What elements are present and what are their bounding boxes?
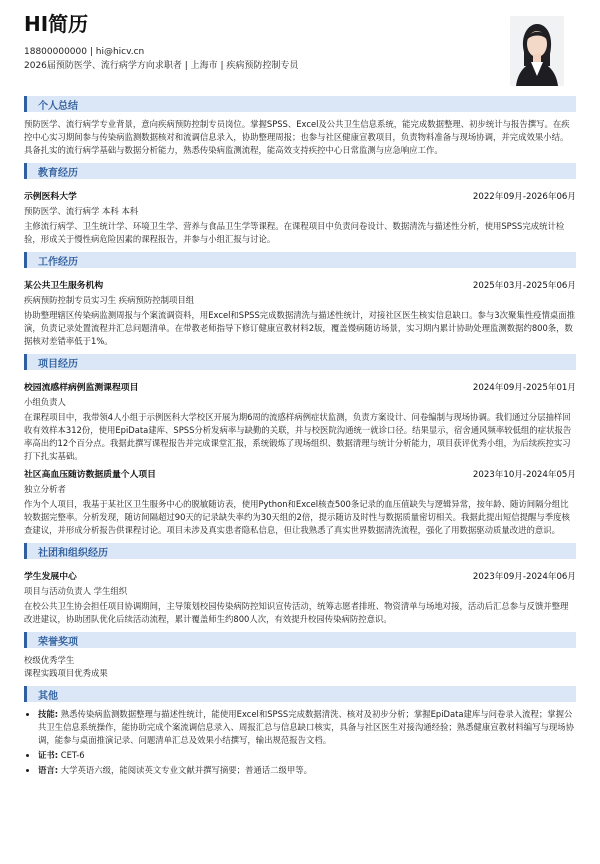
- organization-name: 学生发展中心: [24, 572, 77, 582]
- section-body: [24, 370, 576, 537]
- section-body: [24, 179, 576, 246]
- item-text: 熟悉传染病监测数据整理与描述性统计，能使用Excel和SPSS完成数据清洗、核对及初步分析；掌握EpiData建库与问卷录入流程；掌握公共卫生信息系统操作，能协助完成个案流调信息录入、周报汇总与信息缺口核实，具备与社区医生对接沟通经验；熟悉健康宣教材料编写与现场协调，能参与桌面推演记录、问题清单汇总及效果小结撰写，输出规范报告文档。: [38, 709, 574, 745]
- section-title-text: 工作经历: [38, 256, 78, 268]
- project-desc: 作为个人项目，我基于某社区卫生服务中心的脱敏随访表，使用Python和Excel核查500条记录的血压值缺失与逻辑异常，按年龄、随访间隔分组比较数据完整率。分析发现，随访间隔超过90天的记录缺失率约为30天组的2倍，提示随访及时性与数据质量密切相关。我据此提出短信提醒与季度核查建议，并形成分析报告供课程讨论。项目未涉及真实患者隐私信息，但让我熟悉了真实世界数据清洗流程，强化了用数据驱动质量改进的意识。: [24, 499, 570, 535]
- item-label: 证书:: [38, 750, 59, 760]
- resume-name: HI简历: [24, 12, 89, 36]
- date-range: 2025年03月-2025年06月: [472, 281, 576, 291]
- section-body: [24, 268, 576, 348]
- section-title-text: 教育经历: [38, 167, 78, 179]
- major-degree: 预防医学、流行病学 本科 本科: [24, 206, 139, 216]
- section-title: [24, 96, 576, 112]
- date-range: 2023年10月-2024年05月: [472, 470, 576, 480]
- other-list: [24, 708, 576, 777]
- section-awards: [24, 632, 576, 680]
- project-entry: [24, 467, 576, 537]
- project-role: 小组负责人: [24, 397, 66, 407]
- resume-header: [24, 12, 576, 90]
- award-item: 课程实践项目优秀成果: [24, 668, 108, 678]
- project-role: 独立分析者: [24, 484, 66, 494]
- summary-text: 预防医学、流行病学专业背景，意向疾病预防控制专员岗位。掌握SPSS、Excel及公共卫生信息系统，能完成数据整理、初步统计与报告撰写。在疾控中心实习期间参与传染病监测数据核对和流调信息录入，协助整理周报；也参与社区健康宣教项目，负责物料准备与现场协调，并完成效果小结。具备扎实的流行病学基础与数据分析能力，熟悉传染病监测流程，能高效支持疾控中心日常监测与应急响应工作。: [24, 119, 570, 155]
- list-item: [38, 749, 576, 762]
- section-summary: [24, 96, 576, 157]
- section-title: [24, 686, 576, 702]
- list-item: [38, 708, 576, 747]
- education-desc: 主修流行病学、卫生统计学、环境卫生学、营养与食品卫生学等课程。在课程项目中负责问卷设计、数据清洗与描述性分析，使用SPSS完成统计检验，形成关于慢性病危险因素的课程报告，并参与小组汇报与讨论。: [24, 221, 565, 244]
- project-desc: 在课程项目中，我带领4人小组于示例医科大学校区开展为期6周的流感样病例症状监测，负责方案设计、问卷编制与现场协调。我们通过分层抽样回收有效样本312份，使用EpiData建库、SPSS分析发病率与缺勤的关联，并与校医院沟通统一就诊口径。结果显示，宿舍通风频率较低组的症状报告率高出约12个百分点。我据此撰写课程报告并完成课堂汇报，系统锻炼了现场组织、数据清理与统计分析能力，项目获评优秀小组，为后续疾控实习打下扎实基础。: [24, 412, 572, 461]
- section-title: [24, 354, 576, 370]
- award-item: 校级优秀学生: [24, 655, 75, 665]
- item-label: 语言:: [38, 765, 59, 775]
- project-name: 校园流感样病例监测课程项目: [24, 383, 139, 393]
- item-label: 技能:: [38, 709, 59, 719]
- job-role: 疾病预防控制专员实习生 疾病预防控制项目组: [24, 295, 195, 305]
- section-title-text: 荣誉奖项: [38, 636, 78, 648]
- portrait-photo-icon: [510, 16, 564, 86]
- section-title: [24, 543, 576, 559]
- company-name: 某公共卫生服务机构: [24, 281, 104, 291]
- section-body: [24, 559, 576, 626]
- date-range: 2023年09月-2024年06月: [472, 572, 576, 582]
- campus-role: 项目与活动负责人 学生组织: [24, 586, 128, 596]
- contact-info: 18800000000 | hi@hicv.cn: [24, 47, 145, 57]
- section-title-text: 项目经历: [38, 358, 78, 370]
- avatar: [510, 16, 564, 86]
- section-other: [24, 686, 576, 777]
- section-title: [24, 163, 576, 179]
- section-education: [24, 163, 576, 246]
- job-intent: 2026届预防医学、流行病学方向求职者 | 上海市 | 疾病预防控制专员: [24, 61, 299, 71]
- project-name: 社区高血压随访数据质量个人项目: [24, 470, 156, 480]
- section-campus: [24, 543, 576, 626]
- education-entry: [24, 189, 576, 246]
- school-name: 示例医科大学: [24, 192, 77, 202]
- campus-entry: [24, 569, 576, 626]
- item-text: CET-6: [60, 750, 85, 760]
- section-projects: [24, 354, 576, 537]
- section-body: [24, 648, 576, 680]
- section-title-text: 其他: [38, 690, 58, 702]
- campus-desc: 在校公共卫生协会担任项目协调期间，主导策划校园传染病防控知识宣传活动，统筹志愿者排班、物资清单与场地对接，活动后汇总参与反馈并整理改进建议，协助团队优化后续活动流程，累计覆盖师生约800人次，有效提升校园传染病防控意识。: [24, 601, 569, 624]
- list-item: [38, 764, 576, 777]
- section-title-text: 社团和组织经历: [38, 547, 108, 559]
- section-work: [24, 252, 576, 348]
- project-entry: [24, 380, 576, 463]
- section-body: [24, 702, 576, 777]
- work-entry: [24, 278, 576, 348]
- section-body: [24, 112, 576, 157]
- date-range: 2024年09月-2025年01月: [472, 383, 576, 393]
- work-desc: 协助整理辖区传染病监测周报与个案流调资料，用Excel和SPSS完成数据清洗与描述性统计，对接社区医生核实信息缺口。参与3次聚集性疫情桌面推演，负责记录处置流程并汇总问题清单。在带教老师指导下修订健康宣教材料2版，覆盖慢病随访场景，实习期内累计协助处理监测数据约800条，数据核对差错率低于1%。: [24, 310, 576, 346]
- item-text: 大学英语六级，能阅读英文专业文献并撰写摘要；普通话二级甲等。: [60, 765, 313, 775]
- date-range: 2022年09月-2026年06月: [472, 192, 576, 202]
- section-title: [24, 632, 576, 648]
- section-title-text: 个人总结: [38, 100, 78, 112]
- section-title: [24, 252, 576, 268]
